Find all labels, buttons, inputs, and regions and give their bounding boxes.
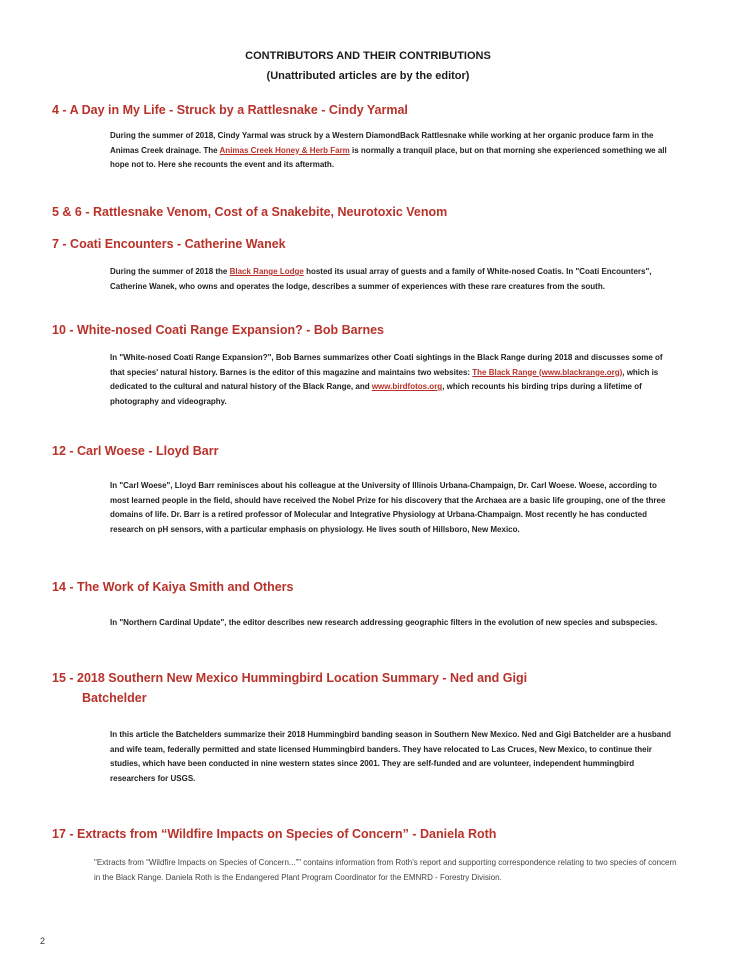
paragraph-text: In "White-nosed Coati Range Expansion?", Bob Barnes summarizes other Coati sightings in the Black Range during 2018 and discusses some of that species' natural history. Barnes is the editor of this magazine and maintains two websites:: [110, 353, 663, 377]
section-paragraph-carl-woese: In "Carl Woese", Lloyd Barr reminisces about his colleague at the University of Illinois Urbana-Champaign, Dr. Carl Woese. Woese, according to most learned people in the field, should have received the Nobel Prize for his discovery that the Archaea are a basic life grouping, one of the three domains of life. Dr. Barr is a retired professor of Molecular and Integrative Physiology at Urbana-Champaign. Most recently he has conducted research on pH sensors, with a particular emphasis on physiology. He lives south of Hillsboro, New Mexico.: [110, 481, 666, 534]
page-subtitle: (Unattributed articles are by the editor): [266, 70, 470, 82]
section-heading-hummingbird: [52, 668, 692, 708]
paragraph-text: During the summer of 2018 the: [110, 267, 230, 276]
heading-text: 15 - 2018 Southern New Mexico Hummingbird Location Summary - Ned and Gigi: [52, 671, 528, 685]
paragraph-text: During the summer of 2018, Cindy Yarmal was struck by a Western DiamondBack Rattlesnake while working at her organic produce farm in the Animas Creek drainage. The: [110, 131, 654, 155]
section-paragraph-rattlesnake: [110, 129, 678, 173]
section-heading-coati-encounters: 7 - Coati Encounters - Catherine Wanek: [52, 237, 286, 251]
section-heading-kaiya-smith: 14 - The Work of Kaiya Smith and Others: [52, 580, 294, 594]
section-heading-coati-range: 10 - White-nosed Coati Range Expansion? - Bob Barnes: [52, 323, 384, 337]
paragraph-text: , which recounts his birding trips during a lifetime of photography and videography.: [110, 382, 642, 406]
section-paragraph-kaiya-smith: In "Northern Cardinal Update", the editor describes new research addressing geographic filters in the evolution of new species and subspecies.: [110, 618, 658, 627]
section-paragraph-hummingbird: In this article the Batchelders summarize their 2018 Hummingbird banding season in Southern New Mexico. Ned and Gigi Batchelder are a husband and wife team, federally permitted and state licensed Hummingbird banders. They have relocated to Las Cruces, New Mexico, to continue their studies, which have been conducted in nine western states since 2001. They are self-funded and are volunteer, independent hummingbird researchers for USGS.: [110, 730, 672, 783]
section-paragraph-wildfire: "Extracts from “Wildfire Impacts on Species of Concern...”" contains information from Roth's report and supporting correspondence relating to two species of concern in the Black Range. Daniela Roth is the Endangered Plant Program Coordinator for the EMNRD - Forestry Division.: [94, 858, 677, 882]
section-heading-rattlesnake: 4 - A Day in My Life - Struck by a Rattlesnake - Cindy Yarmal: [52, 103, 408, 117]
link-animas-creek-farm[interactable]: Animas Creek Honey & Herb Farm: [219, 145, 350, 155]
paragraph-text: hosted its usual array of guests and a family of White-nosed Coatis. In "Coati Encounters", Catherine Wanek, who owns and operates the lodge, describes a summer of experiences with these rare creatures from the south.: [110, 267, 652, 291]
link-black-range-website[interactable]: The Black Range (www.blackrange.org): [472, 367, 623, 377]
link-birdfotos-website[interactable]: www.birdfotos.org: [371, 382, 443, 391]
link-black-range-lodge[interactable]: Black Range Lodge: [229, 267, 304, 276]
page-title: CONTRIBUTORS AND THEIR CONTRIBUTIONS: [245, 50, 491, 62]
paragraph-text: , which is dedicated to the cultural and natural history of the Black Range, and: [110, 367, 659, 391]
section-paragraph-coati-range: [110, 351, 678, 409]
section-heading-wildfire: 17 - Extracts from “Wildfire Impacts on Species of Concern” - Daniela Roth: [52, 827, 497, 841]
section-heading-venom: 5 & 6 - Rattlesnake Venom, Cost of a Snakebite, Neurotoxic Venom: [52, 205, 448, 219]
paragraph-text: is normally a tranquil place, but on that morning she experienced something we all hope not to. Here she recounts the event and its aftermath.: [110, 145, 667, 169]
page-number: 2: [40, 936, 46, 946]
heading-text-continued: Batchelder: [82, 691, 147, 705]
section-heading-carl-woese: 12 - Carl Woese - Lloyd Barr: [52, 444, 219, 458]
section-paragraph-coati-encounters: [110, 265, 678, 294]
